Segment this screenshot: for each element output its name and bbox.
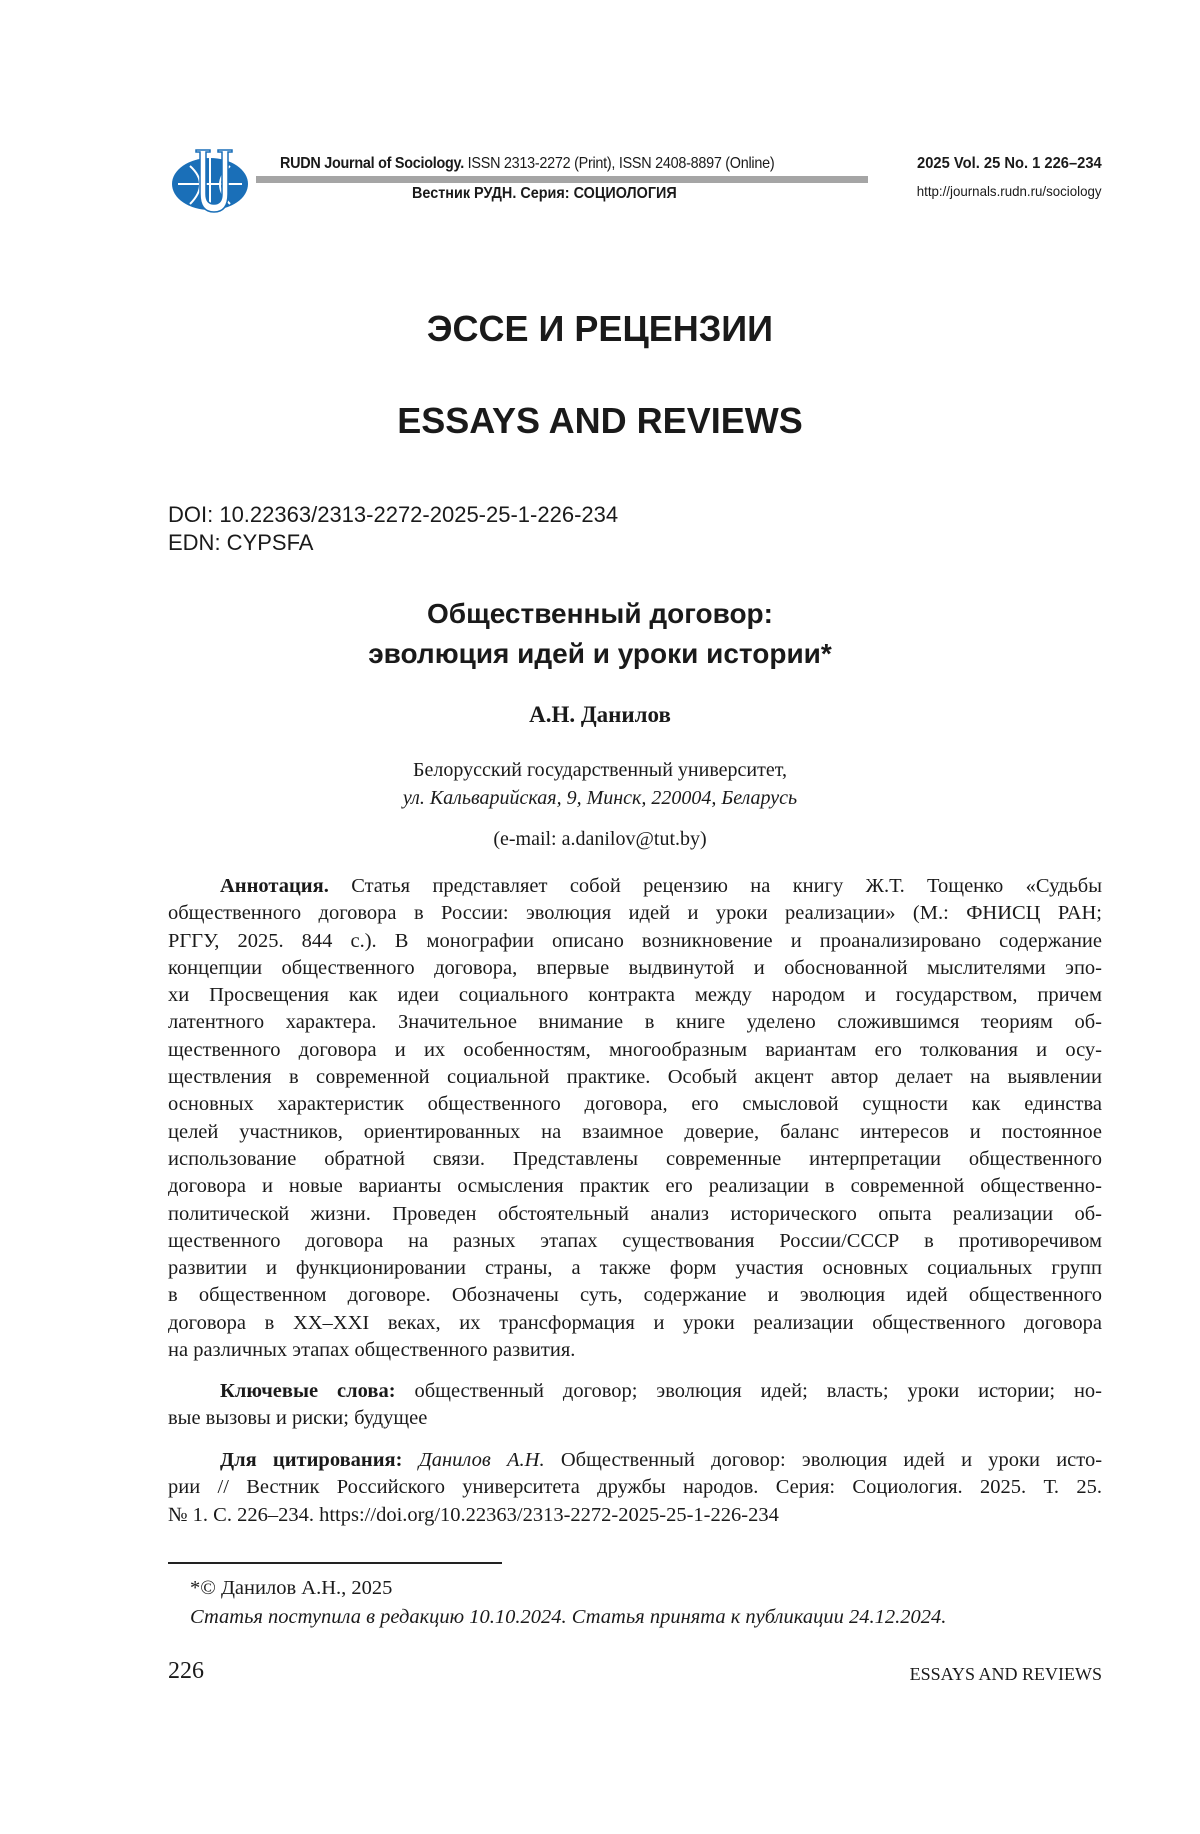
abstract-line (168, 1064, 1102, 1091)
citation-text: № 1. С. 226–234. https://doi.org/10.22363/2313-2272-2025-25-1-226-234 (168, 1504, 779, 1526)
author: А.Н. Данилов (0, 702, 1200, 728)
citation-text: Общественный договор: эволюция идей и уроки исто- (561, 1449, 1102, 1471)
header-divider (256, 176, 868, 183)
abstract-text: щественного договора на разных этапах существования России/СССР в противоречивом (168, 1230, 1102, 1252)
abstract-line (168, 1009, 1102, 1036)
issue-info: 2025 Vol. 25 No. 1 226–234 (917, 155, 1102, 173)
abstract-text: политической жизни. Проведен обстоятельный анализ исторического опыта реализации об- (168, 1203, 1102, 1225)
journal-name: RUDN Journal of Sociology. (280, 155, 464, 172)
keywords-line (168, 1378, 1102, 1405)
page-number: 226 (168, 1658, 204, 1685)
abstract-text: основных характеристик общественного договора, его смысловой сущности как единства (168, 1093, 1102, 1115)
abstract-text: договора и новые варианты осмысления практик его реализации в современной общественно- (168, 1175, 1102, 1197)
doi[interactable]: DOI: 10.22363/2313-2272-2025-25-1-226-234 (168, 502, 618, 528)
abstract-line (168, 900, 1102, 927)
issn: ISSN 2313-2272 (Print), ISSN 2408-8897 (Online) (468, 155, 775, 172)
footnote-rule (168, 1562, 502, 1564)
keywords (168, 1378, 1102, 1433)
abstract-text: целей участников, ориентированных на взаимное доверие, баланс интересов и постоянное (168, 1121, 1102, 1143)
keywords-text: вые вызовы и риски; будущее (168, 1407, 427, 1429)
abstract-text: на различных этапах общественного развития. (168, 1339, 575, 1361)
abstract-text: ществления в современной социальной практике. Особый акцент автор делает на выявлении (168, 1066, 1102, 1088)
citation-line (168, 1447, 1102, 1474)
abstract-line (168, 1201, 1102, 1228)
running-title: ESSAYS AND REVIEWS (910, 1664, 1102, 1685)
abstract-line (168, 1037, 1102, 1064)
abstract-text: РГГУ, 2025. 844 с.). В монографии описано возникновение и проанализировано содержание (168, 930, 1102, 952)
keywords-label: Ключевые слова: (220, 1380, 396, 1402)
paper-page (0, 0, 1200, 1834)
journal-url[interactable]: http://journals.rudn.ru/sociology (917, 183, 1102, 199)
abstract-text: концепции общественного договора, впервые выдвинутой и обоснованной мыслителями эпо- (168, 957, 1102, 979)
abstract-line (168, 1255, 1102, 1282)
affiliation-address: ул. Кальварийская, 9, Минск, 220004, Беларусь (0, 784, 1200, 812)
keywords-line (168, 1405, 1102, 1432)
abstract-text: использование обратной связи. Представлены современные интерпретации общественного (168, 1148, 1102, 1170)
journal-header (280, 155, 774, 173)
abstract-text: хи Просвещения как идеи социального контракта между народом и государством, причем (168, 984, 1102, 1006)
citation (168, 1447, 1102, 1529)
abstract-line (168, 1310, 1102, 1337)
footnote-dates: Статья поступила в редакцию 10.10.2024. Статья принята к публикации 24.12.2024. (190, 1606, 946, 1629)
abstract-text: договора в XX–XXI веках, их трансформация и уроки реализации общественного договора (168, 1312, 1102, 1334)
abstract-line (168, 1173, 1102, 1200)
abstract-line (168, 955, 1102, 982)
abstract-line (168, 1228, 1102, 1255)
affiliation-org: Белорусский государственный университет, (0, 756, 1200, 784)
abstract-text: латентного характера. Значительное внимание в книге уделено сложившимся теориям об- (168, 1011, 1102, 1033)
title-line: эволюция идей и уроки истории* (0, 634, 1200, 674)
section-title-en: ESSAYS AND REVIEWS (0, 400, 1200, 442)
abstract-line (168, 982, 1102, 1009)
abstract-line (168, 928, 1102, 955)
abstract-line (168, 1282, 1102, 1309)
rudn-logo-icon (170, 146, 254, 218)
title-line: Общественный договор: (0, 594, 1200, 634)
abstract-text: общественного договора в России: эволюция идей и уроки реализации» (М.: ФНИСЦ РАН; (168, 902, 1102, 924)
footnote-copyright: *© Данилов А.Н., 2025 (190, 1577, 392, 1600)
citation-line (168, 1474, 1102, 1501)
abstract-line (168, 1146, 1102, 1173)
abstract (168, 873, 1102, 1364)
abstract-line (168, 1091, 1102, 1118)
abstract-line (168, 1119, 1102, 1146)
edn: EDN: CYPSFA (168, 530, 313, 556)
citation-line (168, 1502, 1102, 1529)
author-email[interactable]: (e-mail: a.danilov@tut.by) (0, 825, 1200, 853)
article-title (0, 594, 1200, 674)
keywords-text: общественный договор; эволюция идей; власть; уроки истории; но- (414, 1380, 1102, 1402)
citation-text: рии // Вестник Российского университета дружбы народов. Серия: Социология. 2025. Т. 25. (168, 1476, 1102, 1498)
citation-label: Для цитирования: (220, 1449, 402, 1471)
series-ru: Вестник РУДН. Серия: СОЦИОЛОГИЯ (412, 185, 677, 203)
abstract-text: в общественном договоре. Обозначены суть, содержание и эволюция идей общественного (168, 1284, 1102, 1306)
abstract-text: Статья представляет собой рецензию на книгу Ж.Т. Тощенко «Судьбы (351, 875, 1102, 897)
abstract-text: щественного договора и их особенностям, многообразным вариантам его толкования и осу- (168, 1039, 1102, 1061)
abstract-label: Аннотация. (220, 875, 329, 897)
abstract-line (168, 873, 1102, 900)
abstract-text: развитии и функционировании страны, а также форм участия основных социальных групп (168, 1257, 1102, 1279)
section-title-ru: ЭССЕ И РЕЦЕНЗИИ (0, 308, 1200, 350)
affiliation (0, 756, 1200, 812)
citation-author: Данилов А.Н. (419, 1449, 545, 1471)
abstract-line (168, 1337, 1102, 1364)
